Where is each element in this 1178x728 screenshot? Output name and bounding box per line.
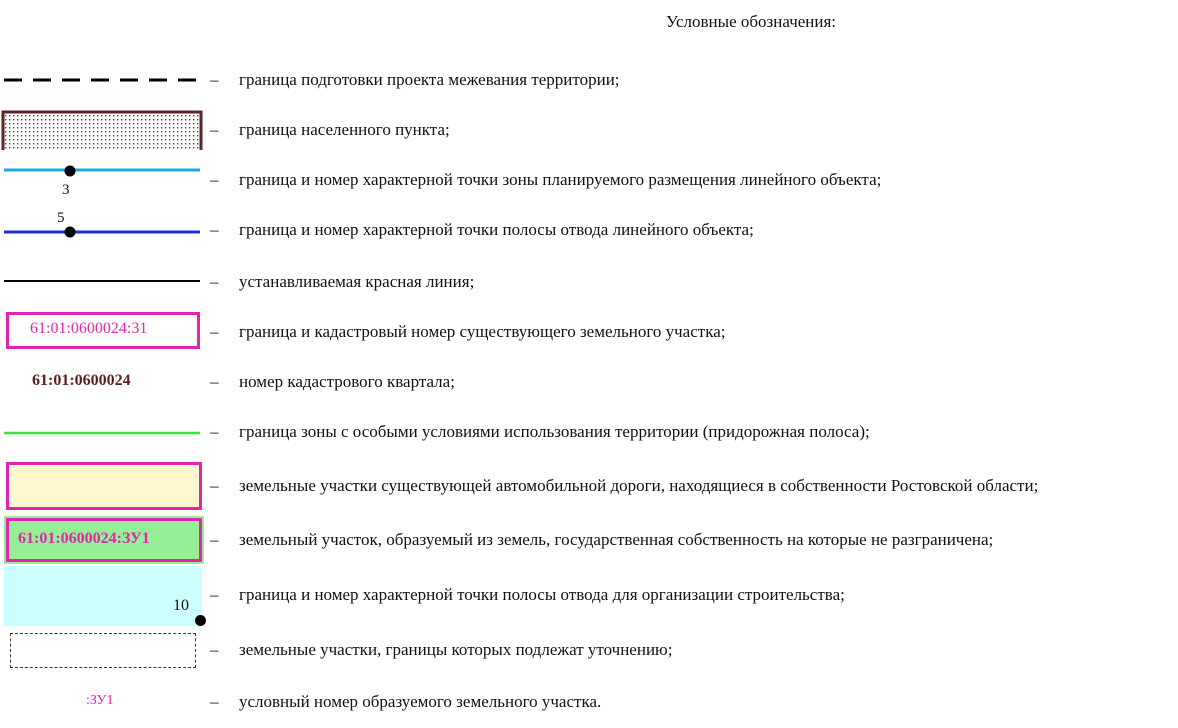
legend-desc: земельный участок, образуемый из земель, государственная собственность на которые не разграничена; <box>239 530 994 549</box>
legend-row-right-of-way <box>0 210 1178 250</box>
legend-desc: земельные участки, границы которых подлежат уточнению; <box>239 640 673 659</box>
legend-separator: – <box>210 220 219 239</box>
legend-desc: граница и номер характерной точки зоны планируемого размещения линейного объекта; <box>239 170 882 189</box>
point-number-label: 5 <box>57 210 65 226</box>
legend-desc: номер кадастрового квартала; <box>239 372 455 391</box>
legend-separator: – <box>210 476 219 495</box>
legend-row-roadside-zone <box>0 412 1178 452</box>
legend-separator: – <box>210 640 219 659</box>
legend-row-project-boundary <box>0 60 1178 100</box>
zone-line-symbol <box>0 160 205 200</box>
road-plot-box-symbol <box>6 462 202 510</box>
construction-zone-box-symbol <box>4 566 202 626</box>
legend-desc: граница и номер характерной точки полосы отвода для организации строительства; <box>239 585 845 604</box>
dashed-line-symbol <box>0 60 205 100</box>
cadastral-number-label: 61:01:0600024:31 <box>30 320 148 337</box>
legend-title: Условные обозначения: <box>666 12 837 31</box>
legend-separator: – <box>210 170 219 189</box>
legend-row-red-line <box>0 262 1178 302</box>
legend-row-settlement-boundary <box>0 110 1178 150</box>
legend-desc: граница населенного пункта; <box>239 120 450 139</box>
legend-desc: граница подготовки проекта межевания территории; <box>239 70 620 89</box>
new-plot-cadastral-label: 61:01:0600024:ЗУ1 <box>18 530 150 547</box>
legend-desc: устанавливаемая красная линия; <box>239 272 475 291</box>
legend-row-planned-zone <box>0 160 1178 200</box>
legend-row-conditional-number <box>0 682 1178 722</box>
point-number-label: 3 <box>62 182 70 198</box>
legend-separator: – <box>210 120 219 139</box>
red-line-symbol <box>0 262 205 302</box>
legend-separator: – <box>210 585 219 604</box>
conditional-plot-number-label: :ЗУ1 <box>86 693 114 708</box>
legend-desc: земельные участки существующей автомобильной дороги, находящиеся в собственности Ростовской области; <box>239 476 1039 495</box>
settlement-box-symbol <box>0 110 205 150</box>
legend-separator: – <box>210 422 219 441</box>
legend-separator: – <box>210 530 219 549</box>
legend-desc: условный номер образуемого земельного участка. <box>239 692 602 711</box>
unclarified-plot-box-symbol <box>10 633 196 668</box>
legend-row-construction-zone <box>0 566 1178 628</box>
legend-desc: граница и номер характерной точки полосы отвода линейного объекта; <box>239 220 754 239</box>
legend-separator: – <box>210 272 219 291</box>
legend-separator: – <box>210 322 219 341</box>
legend-separator: – <box>210 692 219 711</box>
legend-row-unclarified-plots <box>0 630 1178 670</box>
point-number-label: 10 <box>173 597 189 614</box>
legend-row-road-plots <box>0 462 1178 502</box>
legend-row-new-plot <box>0 514 1178 554</box>
right-of-way-line-symbol <box>0 210 205 250</box>
point-dot-icon <box>195 615 206 626</box>
legend-desc: граница зоны с особыми условиями использования территории (придорожная полоса); <box>239 422 870 441</box>
roadside-zone-line-symbol <box>0 412 205 452</box>
cadastral-quarter-label: 61:01:0600024 <box>32 372 131 389</box>
legend-row-existing-plot <box>0 312 1178 352</box>
legend-row-cadastral-quarter <box>0 362 1178 402</box>
legend-separator: – <box>210 372 219 391</box>
legend-desc: граница и кадастровый номер существующего земельного участка; <box>239 322 726 341</box>
legend-separator: – <box>210 70 219 89</box>
